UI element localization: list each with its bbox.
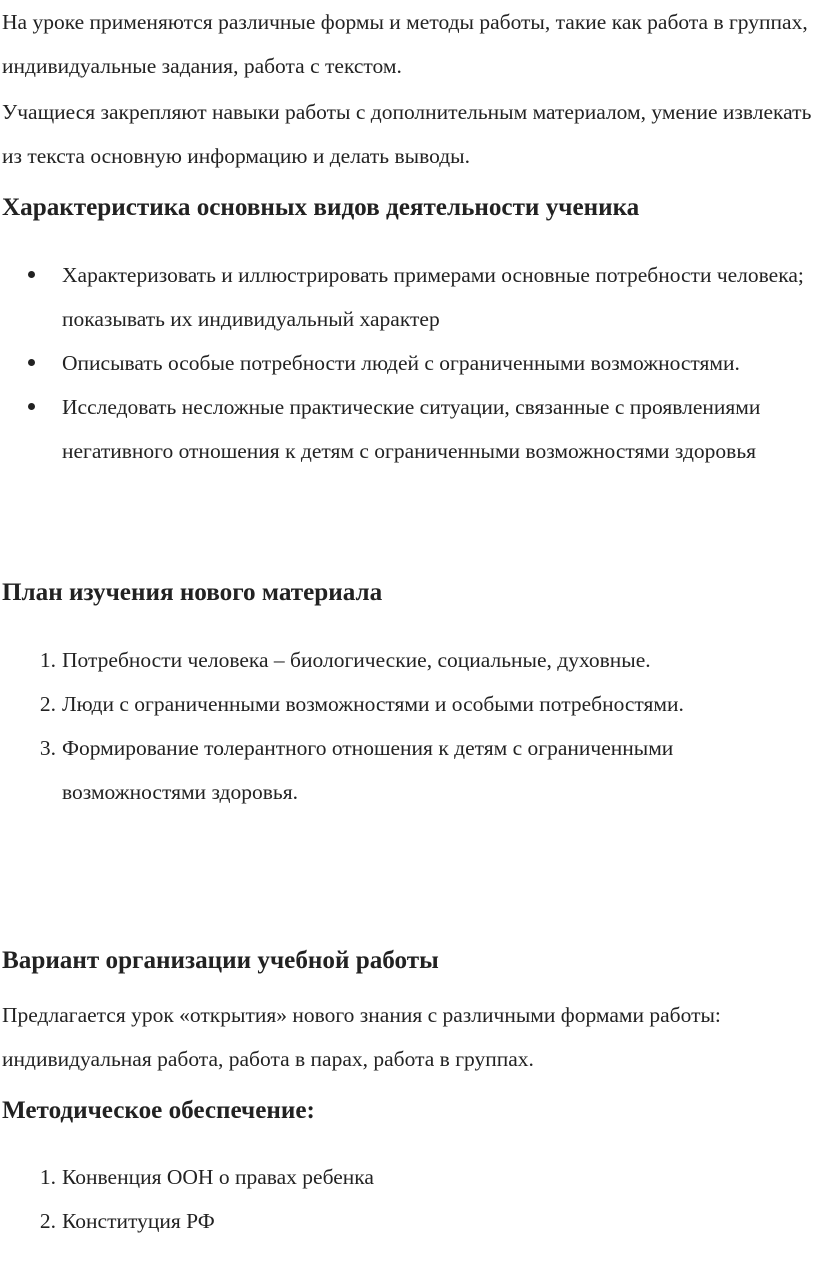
list-item-text: Люди с ограниченными возможностями и особыми потребностями. (62, 692, 684, 716)
plan-list (0, 638, 816, 814)
plan-heading: План изучения нового материала (2, 579, 383, 606)
list-number: 1. (39, 648, 56, 672)
bullet-icon (28, 403, 35, 410)
list-number: 2. (39, 692, 56, 716)
list-number: 3. (39, 736, 56, 760)
list-number: 2. (39, 1209, 56, 1233)
characteristics-heading: Характеристика основных видов деятельности ученика (2, 194, 640, 221)
list-item (0, 726, 816, 814)
bullet-icon (28, 271, 35, 278)
list-item (0, 253, 816, 341)
list-item (0, 682, 816, 726)
list-item-text: Конвенция ООН о правах ребенка (62, 1165, 374, 1189)
list-item-text: Конституция РФ (62, 1209, 215, 1233)
list-item-text: Формирование толерантного отношения к детям с ограниченными возможностями здоровья. (62, 736, 674, 804)
variant-paragraph: Предлагается урок «открытия» нового знания с различными формами работы: индивидуальная работа, работа в парах, работа в группах. (2, 1003, 721, 1071)
list-item (0, 1199, 816, 1243)
list-item-text: Описывать особые потребности людей с ограниченными возможностями. (62, 351, 740, 375)
variant-heading: Вариант организации учебной работы (2, 947, 439, 974)
list-number: 1. (39, 1165, 56, 1189)
bullet-icon (28, 359, 35, 366)
list-item-text: Исследовать несложные практические ситуации, связанные с проявлениями негативного отношения к детям с ограниченными возможностями здоровья (62, 395, 761, 463)
intro-paragraph-2: Учащиеся закрепляют навыки работы с дополнительным материалом, умение извлекать из текста основную информацию и делать выводы. (2, 100, 812, 168)
methodical-heading: Методическое обеспечение: (2, 1097, 315, 1124)
intro-paragraph-1: На уроке применяются различные формы и методы работы, такие как работа в группах, индивидуальные задания, работа с текстом. (2, 10, 808, 78)
list-item-text: Потребности человека – биологические, социальные, духовные. (62, 648, 651, 672)
list-item-text: Характеризовать и иллюстрировать примерами основные потребности человека; показывать их индивидуальный характер (62, 263, 804, 331)
list-item (0, 341, 816, 385)
list-item (0, 1155, 816, 1199)
characteristics-list (0, 253, 816, 473)
methodical-list (0, 1155, 816, 1243)
list-item (0, 638, 816, 682)
list-item (0, 385, 816, 473)
